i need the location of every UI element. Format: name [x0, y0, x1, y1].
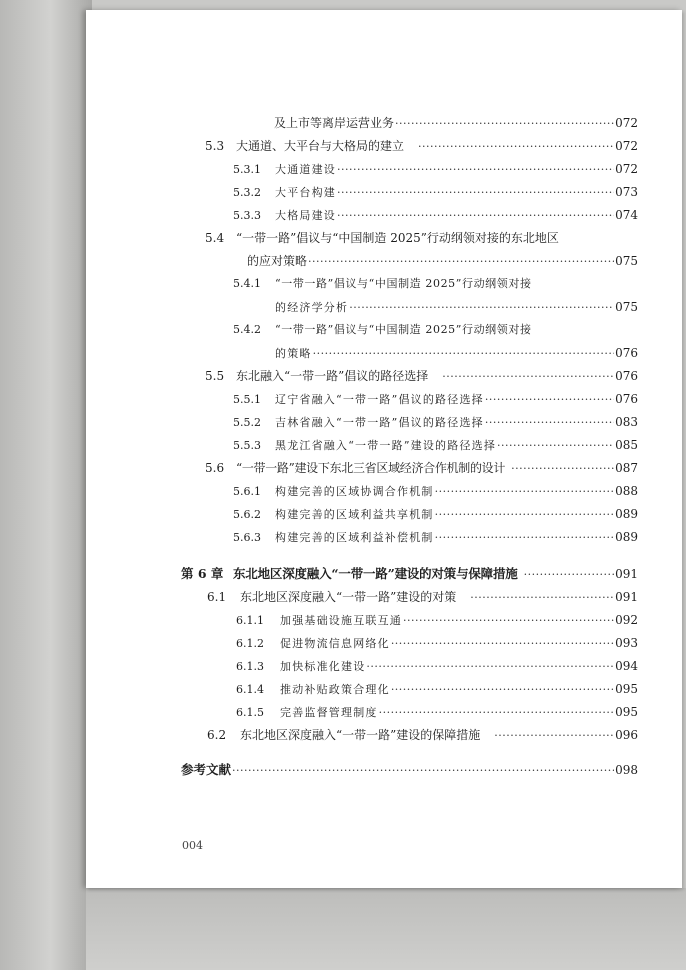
toc-page-number: 087: [615, 461, 638, 475]
toc-entry-title: 完善监督管理制度: [280, 706, 378, 719]
leader-dots: [485, 392, 614, 408]
toc-entry-title: 构建完善的区域利益补偿机制: [275, 531, 434, 544]
leader-dots: [313, 346, 614, 362]
toc-entry-continuation: [275, 345, 638, 362]
toc-entry: [205, 460, 638, 477]
toc-entry: [233, 207, 638, 224]
section-number: 5.3.3: [233, 209, 261, 222]
toc-entry: [236, 704, 638, 721]
toc-page-number: 098: [615, 763, 638, 777]
toc-entry: [207, 727, 638, 744]
toc-entry-title: 构建完善的区域利益共享机制: [275, 508, 434, 521]
toc-page-number: 075: [615, 300, 638, 314]
leader-dots: [379, 705, 614, 721]
section-number: 5.4: [205, 231, 225, 245]
toc-page-number: 073: [615, 185, 638, 199]
toc-page-number: 094: [615, 659, 638, 673]
section-number: 5.3.1: [233, 163, 261, 176]
leader-dots: [524, 567, 615, 583]
section-number: 5.3.2: [233, 186, 261, 199]
toc-entry-title: 构建完善的区域协调合作机制: [275, 485, 434, 498]
toc-chapter-entry: [181, 566, 638, 583]
section-number: 5.6.2: [233, 508, 261, 521]
leader-dots: [442, 369, 614, 385]
toc-references-entry: [181, 762, 638, 779]
toc-entry-title: 大平台构建: [275, 186, 336, 199]
toc-entry: [233, 414, 638, 431]
toc-page-number: 095: [615, 682, 638, 696]
page-bottom-shadow: [86, 888, 686, 970]
book-page: [86, 10, 682, 888]
toc-entry: [236, 635, 638, 652]
section-number: 5.5.3: [233, 439, 261, 452]
toc-entry-title: 的经济学分析: [275, 301, 349, 314]
page-folio-number: 004: [182, 839, 203, 852]
toc-entry-title: 加强基础设施互联互通: [280, 614, 402, 627]
toc-page-number: 095: [615, 705, 638, 719]
toc-entry-title: 东北地区深度融入“一带一路”建设的对策与保障措施: [233, 566, 518, 581]
toc-entry-title: 大格局建设: [275, 209, 336, 222]
toc-entry-title: 参考文献: [181, 762, 232, 777]
toc-page-number: 093: [615, 636, 638, 650]
section-number: 6.1.5: [236, 706, 264, 719]
table-of-contents: [86, 10, 682, 888]
toc-entry: [274, 115, 638, 132]
toc-entry-title: 推动补贴政策合理化: [280, 683, 390, 696]
section-number: 6.1.3: [236, 660, 264, 673]
leader-dots: [418, 139, 614, 155]
section-number: 5.3: [205, 139, 225, 153]
leader-dots: [470, 590, 614, 606]
toc-entry-title: 东北地区深度融入“一带一路”建设的对策: [240, 590, 457, 604]
chapter-number: 第 6 章: [181, 566, 224, 581]
section-number: 6.1: [207, 590, 227, 604]
toc-entry-title: 大通道建设: [275, 163, 336, 176]
leader-dots: [494, 728, 614, 744]
leader-dots: [497, 438, 614, 454]
leader-dots: [435, 530, 614, 546]
section-number: 6.1.2: [236, 637, 264, 650]
toc-page-number: 076: [615, 346, 638, 360]
toc-page-number: 072: [615, 116, 638, 130]
toc-entry: [233, 483, 638, 500]
leader-dots: [337, 185, 614, 201]
toc-entry: [233, 437, 638, 454]
toc-entry: [205, 230, 559, 246]
leader-dots: [366, 659, 614, 675]
toc-entry: [233, 506, 638, 523]
toc-page-number: 089: [615, 507, 638, 521]
toc-entry-continuation: [275, 299, 638, 316]
section-number: 6.2: [207, 728, 227, 742]
toc-page-number: 085: [615, 438, 638, 452]
section-number: 6.1.4: [236, 683, 264, 696]
toc-page-number: 072: [615, 139, 638, 153]
toc-entry: [205, 368, 638, 385]
toc-entry-title: 吉林省融入“一带一路”倡议的路径选择: [275, 416, 484, 429]
toc-entry-title: “一带一路”建设下东北三省区域经济合作机制的设计: [236, 461, 506, 475]
section-number: 5.4.2: [233, 323, 261, 336]
toc-page-number: 096: [615, 728, 638, 742]
toc-page-number: 091: [615, 567, 638, 581]
toc-entry-continuation: [247, 253, 638, 270]
leader-dots: [391, 682, 614, 698]
toc-entry: [236, 681, 638, 698]
leader-dots: [485, 415, 614, 431]
leader-dots: [391, 636, 614, 652]
toc-entry: [233, 276, 532, 292]
toc-page-number: 088: [615, 484, 638, 498]
toc-page-number: 076: [615, 392, 638, 406]
toc-page-number: 076: [615, 369, 638, 383]
leader-dots: [308, 254, 614, 270]
leader-dots: [395, 116, 614, 132]
toc-page-number: 092: [615, 613, 638, 627]
toc-page-number: 072: [615, 162, 638, 176]
toc-entry: [236, 658, 638, 675]
toc-entry-title: 的应对策略: [247, 254, 308, 268]
leader-dots: [349, 300, 614, 316]
toc-entry-title: 黑龙江省融入“一带一路”建设的路径选择: [275, 439, 497, 452]
section-number: 5.5.1: [233, 393, 261, 406]
toc-entry-title: “一带一路”倡议与“中国制造 2025”行动纲领对接: [275, 323, 532, 336]
leader-dots: [232, 763, 614, 779]
toc-entry-title: 大通道、大平台与大格局的建立: [236, 139, 405, 153]
section-number: 5.6: [205, 461, 225, 475]
toc-entry: [233, 391, 638, 408]
toc-page-number: 083: [615, 415, 638, 429]
toc-entry: [205, 138, 638, 155]
section-number: 6.1.1: [236, 614, 264, 627]
toc-entry-title: 辽宁省融入“一带一路”倡议的路径选择: [275, 393, 484, 406]
toc-entry-title: 及上市等离岸运营业务: [274, 116, 395, 130]
leader-dots: [337, 208, 614, 224]
toc-page-number: 089: [615, 530, 638, 544]
toc-entry-title: 的策略: [275, 347, 312, 360]
toc-entry: [233, 161, 638, 178]
section-number: 5.5: [205, 369, 225, 383]
section-number: 5.6.3: [233, 531, 261, 544]
leader-dots: [435, 484, 614, 500]
toc-entry: [207, 589, 638, 606]
section-number: 5.5.2: [233, 416, 261, 429]
toc-entry: [236, 612, 638, 629]
toc-entry: [233, 322, 532, 338]
toc-entry-title: 加快标准化建设: [280, 660, 366, 673]
book-spine-shadow: [0, 0, 92, 970]
toc-page-number: 075: [615, 254, 638, 268]
leader-dots: [511, 461, 614, 477]
toc-entry: [233, 529, 638, 546]
leader-dots: [337, 162, 614, 178]
section-number: 5.4.1: [233, 277, 261, 290]
section-number: 5.6.1: [233, 485, 261, 498]
toc-page-number: 074: [615, 208, 638, 222]
toc-entry: [233, 184, 638, 201]
toc-page-number: 091: [615, 590, 638, 604]
toc-entry-title: 东北地区深度融入“一带一路”建设的保障措施: [240, 728, 481, 742]
toc-entry-title: 促进物流信息网络化: [280, 637, 390, 650]
leader-dots: [403, 613, 614, 629]
toc-entry-title: 东北融入“一带一路”倡议的路径选择: [236, 369, 429, 383]
toc-entry-title: “一带一路”倡议与“中国制造 2025”行动纲领对接: [275, 277, 532, 290]
toc-entry-title: “一带一路”倡议与“中国制造 2025”行动纲领对接的东北地区: [236, 231, 559, 245]
leader-dots: [435, 507, 614, 523]
